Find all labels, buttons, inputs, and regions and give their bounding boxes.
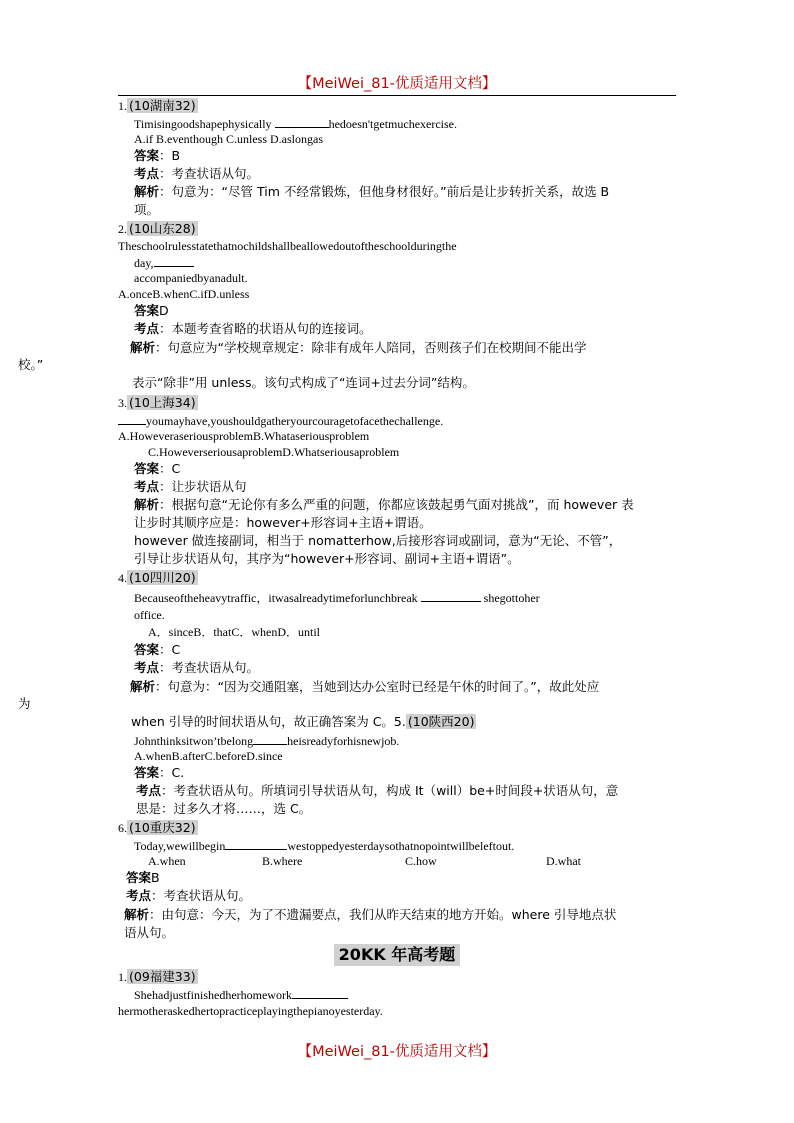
q5-point-cont: 思是：过多久才将……，选 C。	[136, 801, 312, 816]
q6-option-b: B.where	[262, 854, 303, 868]
q6-option-d: D.what	[546, 854, 581, 868]
q2-analysis-cont-2: 表示“除非”用 unless。该句式构成了“连词+过去分词”结构。	[132, 375, 475, 390]
q3-analysis: 解析：根据句意“无论你有多么严重的问题，你都应该鼓起勇气面对挑战”，而 however 表	[134, 497, 634, 512]
q7-stem: Shehadjustfinishedherhomework	[134, 987, 348, 1003]
q6-source-tag: (10重庆32)	[129, 820, 196, 835]
answer-blank	[118, 413, 146, 425]
q6-analysis: 解析：由句意：今天，为了不遗漏要点，我们从昨天结束的地方开始。where 引导地点状	[124, 907, 617, 922]
q3-heading: 3. (10上海34)	[118, 395, 196, 410]
page-header: 【MeiWei_81-优质适用文档】	[297, 76, 497, 92]
q3-analysis-cont-2: however 做连接副词，相当于 nomatterhow,后接形容词或副词，意为“无论、不管”，	[134, 533, 622, 548]
answer-blank	[154, 255, 194, 267]
answer-blank	[275, 116, 329, 128]
q3-source-tag: (10上海34)	[129, 395, 196, 410]
q2-stem-3: accompaniedbyanadult.	[134, 271, 248, 285]
q3-analysis-cont: 让步时其顺序应是：however+形容词+主语+谓语。	[134, 515, 432, 530]
page-footer: 【MeiWei_81-优质适用文档】	[297, 1044, 497, 1060]
q1-answer: 答案：B	[134, 148, 181, 163]
q1-heading	[118, 98, 198, 114]
q1-number: 1.	[118, 99, 127, 113]
q4-heading: 4. (10四川20)	[118, 570, 196, 585]
q1-point: 考点：考查状语从句。	[134, 166, 260, 181]
q1-stem: Timisingoodshapephysically hedoesn'tgetmuchexercise.	[134, 117, 458, 131]
q1-source-tag: (10湖南32)	[129, 98, 196, 113]
header-rule	[118, 95, 676, 96]
q4-analysis-cont-2: when 引导的时间状语从句，故正确答案为 C。5. (10陕西20)	[131, 714, 475, 729]
q2-point: 考点：本题考查省略的状语从句的连接词。	[134, 321, 372, 336]
q6-answer: 答案B	[126, 870, 160, 885]
q2-answer: 答案D	[134, 303, 169, 318]
q6-stem: Today,wewillbegin westoppedyesterdaysothatnopointwillbeleftout.	[134, 839, 515, 853]
q1-options: A.if B.eventhough C.unless D.aslongas	[134, 132, 323, 146]
q5-options: A.whenB.afterC.beforeD.since	[134, 749, 283, 763]
answer-blank	[253, 733, 287, 745]
q5-answer: 答案：C.	[134, 765, 185, 780]
q7-heading: 1. (09福建33)	[118, 969, 196, 984]
answer-blank	[421, 590, 481, 602]
q1-analysis-cont: 项。	[134, 202, 160, 217]
q4-analysis: 解析：句意为：“因为交通阻塞，当她到达办公室时已经是午休的时间了。”，故此处应	[130, 679, 600, 694]
q3-point: 考点：让步状语从句	[134, 479, 247, 494]
q6-heading: 6. (10重庆32)	[118, 820, 196, 835]
q2-source-tag: (10山东28)	[129, 221, 196, 236]
q2-stem: Theschoolrulesstatethatnochildshallbeallowedoutoftheschoolduringthe	[118, 239, 457, 253]
q7-source-tag: (09福建33)	[129, 969, 196, 984]
q3-options-1: A.HoweveraseriousproblemB.Whataseriousproblem	[118, 429, 370, 443]
answer-blank	[292, 987, 348, 999]
q2-stem-2: day,	[134, 255, 194, 271]
q2-options: A.onceB.whenC.ifD.unless	[118, 287, 250, 301]
q5-point: 考点：考查状语从句。所填词引导状语从句，构成 It（will）be+时间段+状语从句，意	[136, 783, 619, 798]
q6-option-c: C.how	[405, 854, 437, 868]
q3-answer: 答案：C	[134, 461, 181, 476]
q7-stem-2: hermotheraskedhertopracticeplayingthepianoyesterday.	[118, 1004, 383, 1018]
answer-blank	[225, 838, 287, 850]
q4-options: A．sinceB．thatC．whenD．until	[148, 625, 320, 639]
q4-point: 考点：考查状语从句。	[134, 660, 260, 675]
q4-analysis-cont: 为	[18, 696, 31, 711]
q1-analysis: 解析：句意为：“尽管 Tim 不经常锻炼，但他身材很好。”前后是让步转折关系，故选 B	[134, 184, 610, 199]
q3-analysis-cont-3: 引导让步状语从句，其序为“however+形容词、副词+主语+谓语”。	[134, 551, 520, 566]
q2-analysis-cont: 校。”	[18, 357, 44, 372]
q6-point: 考点：考查状语从句。	[126, 888, 252, 903]
q3-stem: youmayhave,youshouldgatheryourcouragetofacethechallenge.	[118, 413, 443, 429]
q2-heading: 2. (10山东28)	[118, 221, 196, 236]
q4-source-tag: (10四川20)	[129, 570, 196, 585]
q6-analysis-cont: 语从句。	[124, 925, 175, 940]
q2-analysis: 解析：句意应为“学校规章规定：除非有成年人陪同，否则孩子们在校期间不能出学	[130, 340, 587, 355]
section-title: 20KK 年高考题	[334, 944, 460, 966]
q5-source-tag: (10陕西20)	[407, 714, 475, 729]
q5-stem: Johnthinksitwon’tbelong heisreadyforhisnewjob.	[134, 734, 400, 748]
q3-options-2: C.HoweverseriousaproblemD.Whatseriousaproblem	[148, 445, 400, 459]
q4-stem: Becauseoftheheavytraffic，itwasalreadytimeforlunchbreak shegottoher	[134, 591, 540, 605]
q6-option-a: A.when	[148, 854, 186, 868]
q4-answer: 答案：C	[134, 642, 181, 657]
q4-stem-2: office.	[134, 608, 165, 622]
